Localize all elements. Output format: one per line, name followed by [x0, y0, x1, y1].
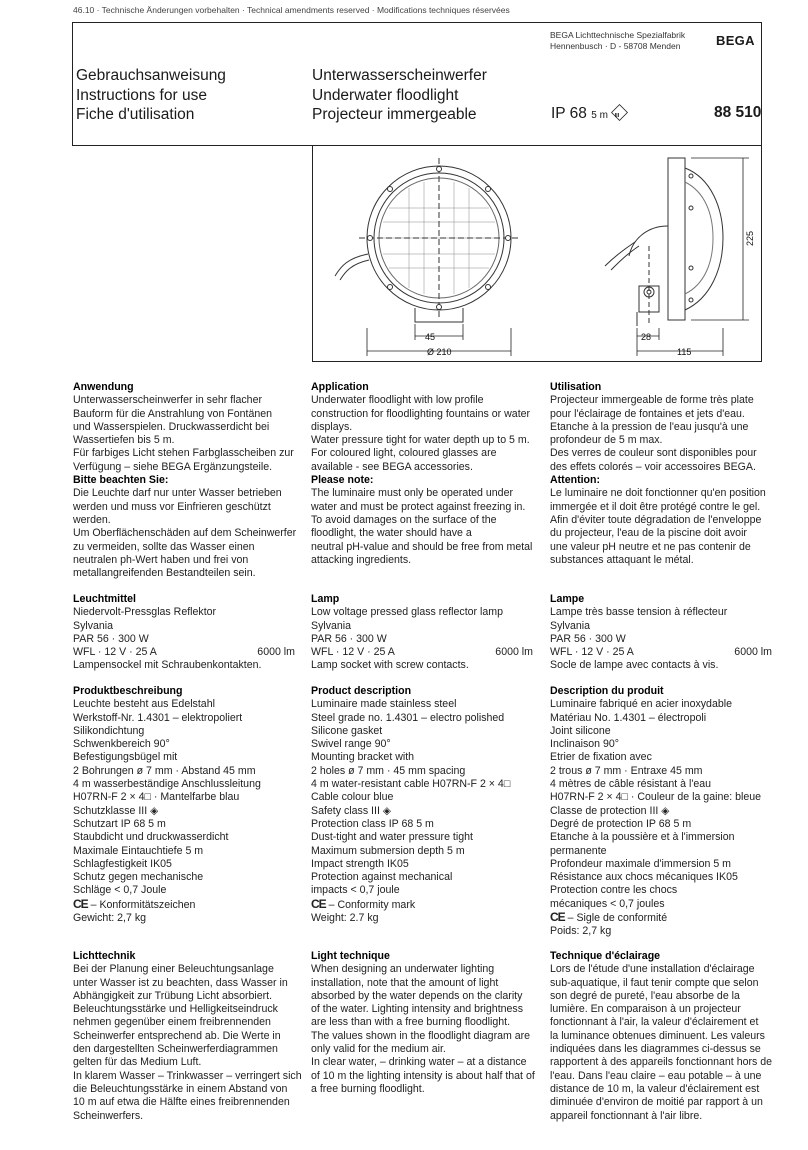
fr-product-section: Description du produit Luminaire fabriqué en acier inoxydable Matériau No. 1.4301 – électropoli Joint silicone Inclinaison 90° Etrier de fixation avec 2 trous ø 7 mm · Entraxe 45 mm 4 mètres de câble résistant à l'eau H07RN-F 2 × 4□ · Couleur de la gaine: bleue Classe de protection III ◈ Degré de protection IP 68 5 m Etanche à la poussière et à l'immersion permanente Profondeur maximale d'immersion 5 m Résistance aux chocs mécaniques IK05 Protection contre les chocs mécaniques < 0,7 joules CE – Sigle de conformité Poids: 2,7 kg [550, 685, 762, 938]
de-lamp-section: Leuchtmittel Niedervolt-Pressglas Reflektor Sylvania PAR 56 · 300 W WFL · 12 V · 25 A 6000 lm Lampensockel mit Schraubenkontakten. [73, 593, 295, 672]
en-product-section: Product description Luminaire made stainless steel Steel grade no. 1.4301 – electro polished Silicone gasket Swivel range 90° Mounting bracket with 2 holes ø 7 mm · 45 mm spacing 4 m water-resistant cable H07RN-F 2 × 4□ Cable colour blue Safety class III ◈ Protection class IP 68 5 m Dust-tight and water pressure tight Maximum submersion depth 5 m Impact strength IK05 Protection against mechanical impacts < 0,7 joule CE – Conformity mark Weight: 2.7 kg [311, 685, 511, 925]
technical-drawing-frame [312, 146, 762, 362]
amendments-notice: 46.10 · Technische Änderungen vorbehalten · Technical amendments reserved · Modifications techniques réservées [73, 5, 510, 15]
fr-application-section: Utilisation Projecteur immergeable de forme très plate pour l'éclairage de fontaines et jets d'eau. Etanche à la pression de l'eau jusqu'à une profondeur de 5 m max. Des verres de couleur sont disponibles pour des effets colorés – voir accessoires BEGA. Attention: Le luminaire ne doit fonctionner qu'en position immergée et il doit être protégé contre le gel. Afin d'éviter toute dégradation de l'enveloppe du projecteur, l'eau de la piscine doit avoir une valeur pH neutre et ne pas contenir de substances attaquant le métal. [550, 381, 766, 566]
brand-logo: BEGA [716, 33, 755, 48]
ce-mark-icon: CE [550, 910, 565, 925]
de-application-section: Anwendung Unterwasserscheinwerfer in sehr flacher Bauform für die Anstrahlung von Fontänen und Wasserspielen. Druckwasserdicht bei Wassertiefen bis 5 m. Für farbiges Licht stehen Farbglasscheiben zur Verfügung – siehe BEGA Ergänzungsteile. Bitte beachten Sie: Die Leuchte darf nur unter Wasser betrieben werden und muss vor Einfrieren geschützt werden. Um Oberflächenschäden auf dem Scheinwerfer zu vermeiden, sollte das Wasser einen neutralen ph-Wert haben und frei von metallangreifenden Bestandteilen sein. [73, 381, 297, 580]
protection-class-icon: III [611, 104, 628, 121]
ip-rating: IP 68 5 m III [551, 105, 627, 123]
dim-side-bracket: 28 [641, 332, 652, 342]
dim-front-diameter: Ø 210 [427, 347, 452, 357]
en-lighting-section: Light technique When designing an underwater lighting installation, note that the amount of light absorbed by the water depends on the clarity of the water. Lighting intensity and brightness are less than with a free burning floodlight. The values shown in the floodlight diagram are only valid for the medium air. In clear water, – drinking water – at a distance of 10 m the lighting intensity is about half that of a free burning floodlight. [311, 950, 535, 1095]
de-lighting-section: Lichttechnik Bei der Planung einer Beleuchtungsanlage unter Wasser ist zu beachten, dass Wasser in Abhängigkeit zur Trübung Licht absorbiert. Beleuchtungsstärke und Helligkeitseindruck nehmen gegenüber einem freibrennenden Scheinwerfer entsprechend ab. Die Werte in den dargestellten Scheinwerferdiagrammen gelten für das Medium Luft. In klarem Wasser – Trinkwasser – verringert sich die Beleuchtungsstärke in einem Abstand von 10 m auf etwa die Hälfte eines freibrennenden Scheinwerfers. [73, 950, 302, 1122]
company-address: BEGA Lichttechnische Spezialfabrik Hennenbusch · D - 58708 Menden [550, 30, 686, 51]
fr-lamp-section: Lampe Lampe très basse tension à réflecteur Sylvania PAR 56 · 300 W WFL · 12 V · 25 A 6000 lm Socle de lampe avec contacts à vis. [550, 593, 772, 672]
doc-title-fr: Fiche d'utilisation [76, 106, 195, 123]
product-title-en: Underwater floodlight [312, 86, 459, 104]
ce-mark-icon: CE [311, 896, 326, 911]
doc-title-de: Gebrauchsanweisung [76, 67, 226, 84]
document-titles [76, 66, 226, 125]
en-application-section: Application Underwater floodlight with low profile construction for floodlighting fountains or water displays. Water pressure tight for water depth up to 5 m. For coloured light, coloured glasses are available - see BEGA accessories. Please note: The luminaire must only be operated under water and must be protect against freezing in. To avoid damages on the surface of the floodlight, the water should have a neutral pH-value and should be free from metal attacking ingredients. [311, 381, 533, 566]
product-title-fr: Projecteur immergeable [312, 106, 477, 123]
doc-title-en: Instructions for use [76, 86, 207, 104]
dim-side-height: 225 [745, 230, 755, 246]
product-title-de: Unterwasserscheinwerfer [312, 67, 487, 84]
fr-lighting-section: Technique d'éclairage Lors de l'étude d'une installation d'éclairage sub-aquatique, il faut tenir compte que selon son degré de pureté, l'eau absorbe de la lumière. En comparaison à un projecteur fonctionnant à l'air, la valeur d'éclairement et la luminance obtenues diminuent. Les valeurs indiquées dans les diagrammes ci-dessus se rapportent à des appareils fonctionnant hors de l'eau. Dans l'eau claire – eau potable – à une distance de 10 m, la valeur d'éclairement est diminuée d'environ de moitié par rapport à un appareil fonctionnant à l'air libre. [550, 950, 773, 1122]
dim-front-bracket: 45 [425, 332, 436, 342]
de-product-section: Produktbeschreibung Leuchte besteht aus Edelstahl Werkstoff-Nr. 1.4301 – elektropoliert Silikondichtung Schwenkbereich 90° Befestigungsbügel mit 2 Bohrungen ø 7 mm · Abstand 45 mm 4 m wasserbeständige Anschlussleitung H07RN-F 2 × 4□ · Mantelfarbe blau Schutzklasse III ◈ Schutzart IP 68 5 m Staubdicht und druckwasserdicht Maximale Eintauchtiefe 5 m Schlagfestigkeit IK05 Schutz gegen mechanische Schläge < 0,7 Joule CE – Konformitätszeichen Gewicht: 2,7 kg [73, 685, 261, 925]
technical-drawing [313, 146, 763, 362]
article-number: 88 510 [714, 104, 762, 121]
ce-mark-icon: CE [73, 896, 88, 911]
en-lamp-section: Lamp Low voltage pressed glass reflector lamp Sylvania PAR 56 · 300 W WFL · 12 V · 25 A 6000 lm Lamp socket with screw contacts. [311, 593, 533, 672]
product-titles [312, 66, 487, 125]
dim-side-depth: 115 [677, 347, 692, 357]
